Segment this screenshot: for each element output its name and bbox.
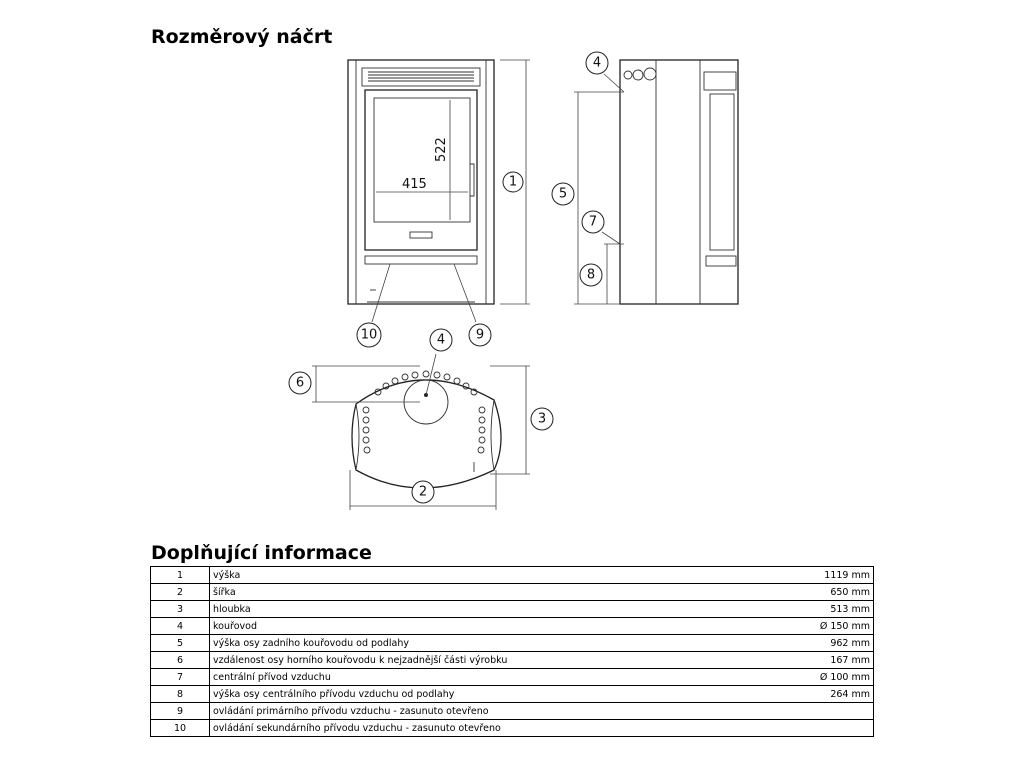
row-label: výška [210, 567, 778, 584]
row-value [777, 703, 874, 720]
row-label: centrální přívod vzduchu [210, 669, 778, 686]
table-row [151, 618, 874, 635]
callout-4-side-label: 4 [592, 55, 602, 71]
callout-10-label: 10 [360, 327, 378, 343]
row-number: 5 [151, 635, 210, 652]
callout-3 [531, 408, 553, 430]
sketch-heading: Rozměrový náčrt [151, 26, 333, 48]
info-table [150, 566, 874, 737]
callout-4-top [430, 329, 452, 351]
callout-10 [357, 323, 381, 347]
row-value: 167 mm [777, 652, 874, 669]
row-value: 1119 mm [777, 567, 874, 584]
callout-9-label: 9 [475, 327, 485, 343]
callout-7-label: 7 [588, 214, 598, 230]
callout-6 [289, 372, 311, 394]
callout-3-label: 3 [537, 411, 547, 427]
row-value: 264 mm [777, 686, 874, 703]
callout-8-label: 8 [586, 267, 596, 283]
table-row [151, 601, 874, 618]
table-row [151, 652, 874, 669]
row-number: 10 [151, 720, 210, 737]
row-number: 3 [151, 601, 210, 618]
callout-6-label: 6 [295, 375, 305, 391]
table-row [151, 567, 874, 584]
row-number: 2 [151, 584, 210, 601]
row-label: hloubka [210, 601, 778, 618]
row-label: výška osy zadního kouřovodu od podlahy [210, 635, 778, 652]
row-value: 513 mm [777, 601, 874, 618]
callout-4-top-label: 4 [436, 332, 446, 348]
row-number: 6 [151, 652, 210, 669]
callout-1 [503, 172, 523, 192]
callout-2 [412, 481, 434, 503]
callout-1-label: 1 [508, 174, 518, 190]
row-label: kouřovod [210, 618, 778, 635]
callout-5-label: 5 [558, 186, 568, 202]
info-heading: Doplňující informace [151, 542, 372, 564]
table-row [151, 584, 874, 601]
row-label: výška osy centrálního přívodu vzduchu od podlahy [210, 686, 778, 703]
row-value: 962 mm [777, 635, 874, 652]
callout-9 [469, 324, 491, 346]
table-row [151, 686, 874, 703]
table-row [151, 703, 874, 720]
row-number: 8 [151, 686, 210, 703]
callout-2-label: 2 [418, 484, 428, 500]
row-value: 650 mm [777, 584, 874, 601]
row-value [777, 720, 874, 737]
row-label: šířka [210, 584, 778, 601]
table-row [151, 669, 874, 686]
front-view [348, 60, 530, 322]
callout-8 [580, 264, 602, 286]
table-row [151, 720, 874, 737]
dim-height-label: 522 [434, 137, 449, 162]
callout-4-side [586, 52, 608, 74]
row-label: ovládání sekundárního přívodu vzduchu - zasunuto otevřeno [210, 720, 778, 737]
row-number: 1 [151, 567, 210, 584]
row-value: Ø 150 mm [777, 618, 874, 635]
row-number: 4 [151, 618, 210, 635]
dim-width-label: 415 [402, 177, 427, 192]
callout-5 [552, 183, 574, 205]
row-number: 9 [151, 703, 210, 720]
callout-7 [582, 211, 604, 233]
table-row [151, 635, 874, 652]
row-label: ovládání primárního přívodu vzduchu - zasunuto otevřeno [210, 703, 778, 720]
row-number: 7 [151, 669, 210, 686]
row-label: vzdálenost osy horního kouřovodu k nejzadnější části výrobku [210, 652, 778, 669]
row-value: Ø 100 mm [777, 669, 874, 686]
